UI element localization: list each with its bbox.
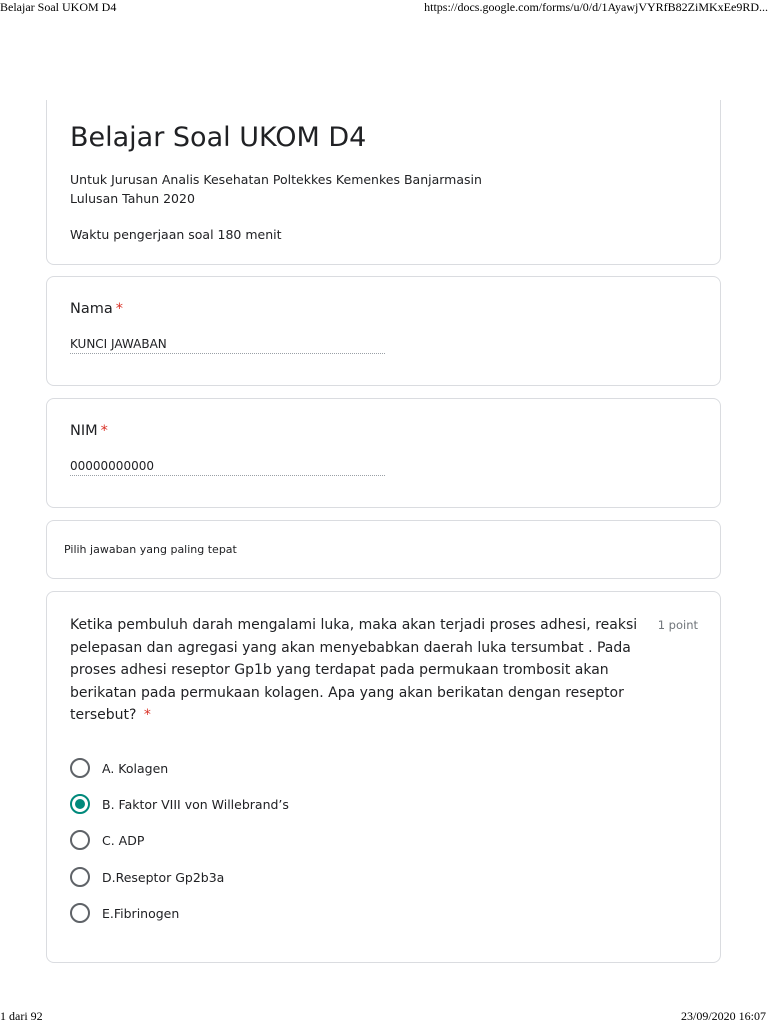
- nim-answer-field[interactable]: 00000000000: [70, 459, 385, 476]
- option-label: B. Faktor VIII von Willebrand’s: [102, 796, 289, 812]
- required-asterisk: *: [100, 423, 108, 439]
- multiple-choice-question-card: [46, 591, 721, 963]
- question-text-line: [70, 704, 635, 727]
- question-text-line: proses adhesi reseptor Gp1b yang terdapat pada permukaan trombosit akan: [70, 662, 609, 678]
- print-url: https://docs.google.com/forms/u/0/d/1AyawjVYRfB82ZiMKxEe9RD...: [424, 0, 768, 14]
- nama-question-card: [46, 276, 721, 386]
- option-label: C. ADP: [102, 832, 145, 848]
- radio-button[interactable]: [70, 867, 90, 887]
- option-d[interactable]: [70, 866, 224, 888]
- radio-button[interactable]: [70, 794, 90, 814]
- option-e[interactable]: [70, 902, 179, 924]
- question-points: 1 point: [657, 618, 698, 632]
- form-description: [70, 170, 482, 244]
- form-description-line: Untuk Jurusan Analis Kesehatan Poltekkes Kemenkes Banjarmasin: [70, 172, 482, 187]
- required-asterisk: *: [143, 707, 151, 723]
- option-label: A. Kolagen: [102, 760, 169, 776]
- option-c[interactable]: [70, 829, 144, 851]
- nama-answer-field[interactable]: KUNCI JAWABAN: [70, 337, 385, 354]
- required-asterisk: *: [115, 301, 123, 317]
- nama-label-text: Nama: [70, 301, 113, 317]
- option-label: E.Fibrinogen: [102, 905, 180, 921]
- form-title: Belajar Soal UKOM D4: [70, 122, 367, 153]
- print-page-counter: 1 dari 92: [0, 1009, 43, 1023]
- section-instruction: Pilih jawaban yang paling tepat: [64, 543, 237, 556]
- question-text: [70, 614, 638, 727]
- question-text-line: Ketika pembuluh darah mengalami luka, maka akan terjadi proses adhesi, reaksi: [70, 617, 638, 633]
- nim-label-text: NIM: [70, 423, 98, 439]
- question-text-line: berikatan pada permukaan kolagen. Apa yang akan berikatan dengan reseptor: [70, 684, 624, 701]
- form-duration-note: Waktu pengerjaan soal 180 menit: [70, 227, 282, 242]
- form-header-card: [46, 100, 721, 265]
- form-description-line: Lulusan Tahun 2020: [70, 191, 195, 206]
- option-label: D.Reseptor Gp2b3a: [102, 869, 225, 885]
- option-a[interactable]: [70, 757, 168, 779]
- print-timestamp: 23/09/2020 16:07: [680, 1009, 766, 1023]
- section-instruction-card: [46, 520, 721, 579]
- question-text-line: pelepasan dan agregasi yang akan menyebabkan daerah luka tersumbat . Pada: [70, 639, 631, 656]
- radio-button[interactable]: [70, 830, 90, 850]
- nim-label: [70, 423, 108, 439]
- radio-button[interactable]: [70, 903, 90, 923]
- print-footer: [0, 1009, 768, 1024]
- nim-question-card: [46, 398, 721, 508]
- print-page-title: Belajar Soal UKOM D4: [0, 0, 117, 14]
- question-text-last: tersebut?: [70, 707, 137, 723]
- nama-label: [70, 301, 123, 317]
- radio-button[interactable]: [70, 758, 90, 778]
- print-header: [0, 0, 768, 16]
- option-b[interactable]: [70, 793, 289, 815]
